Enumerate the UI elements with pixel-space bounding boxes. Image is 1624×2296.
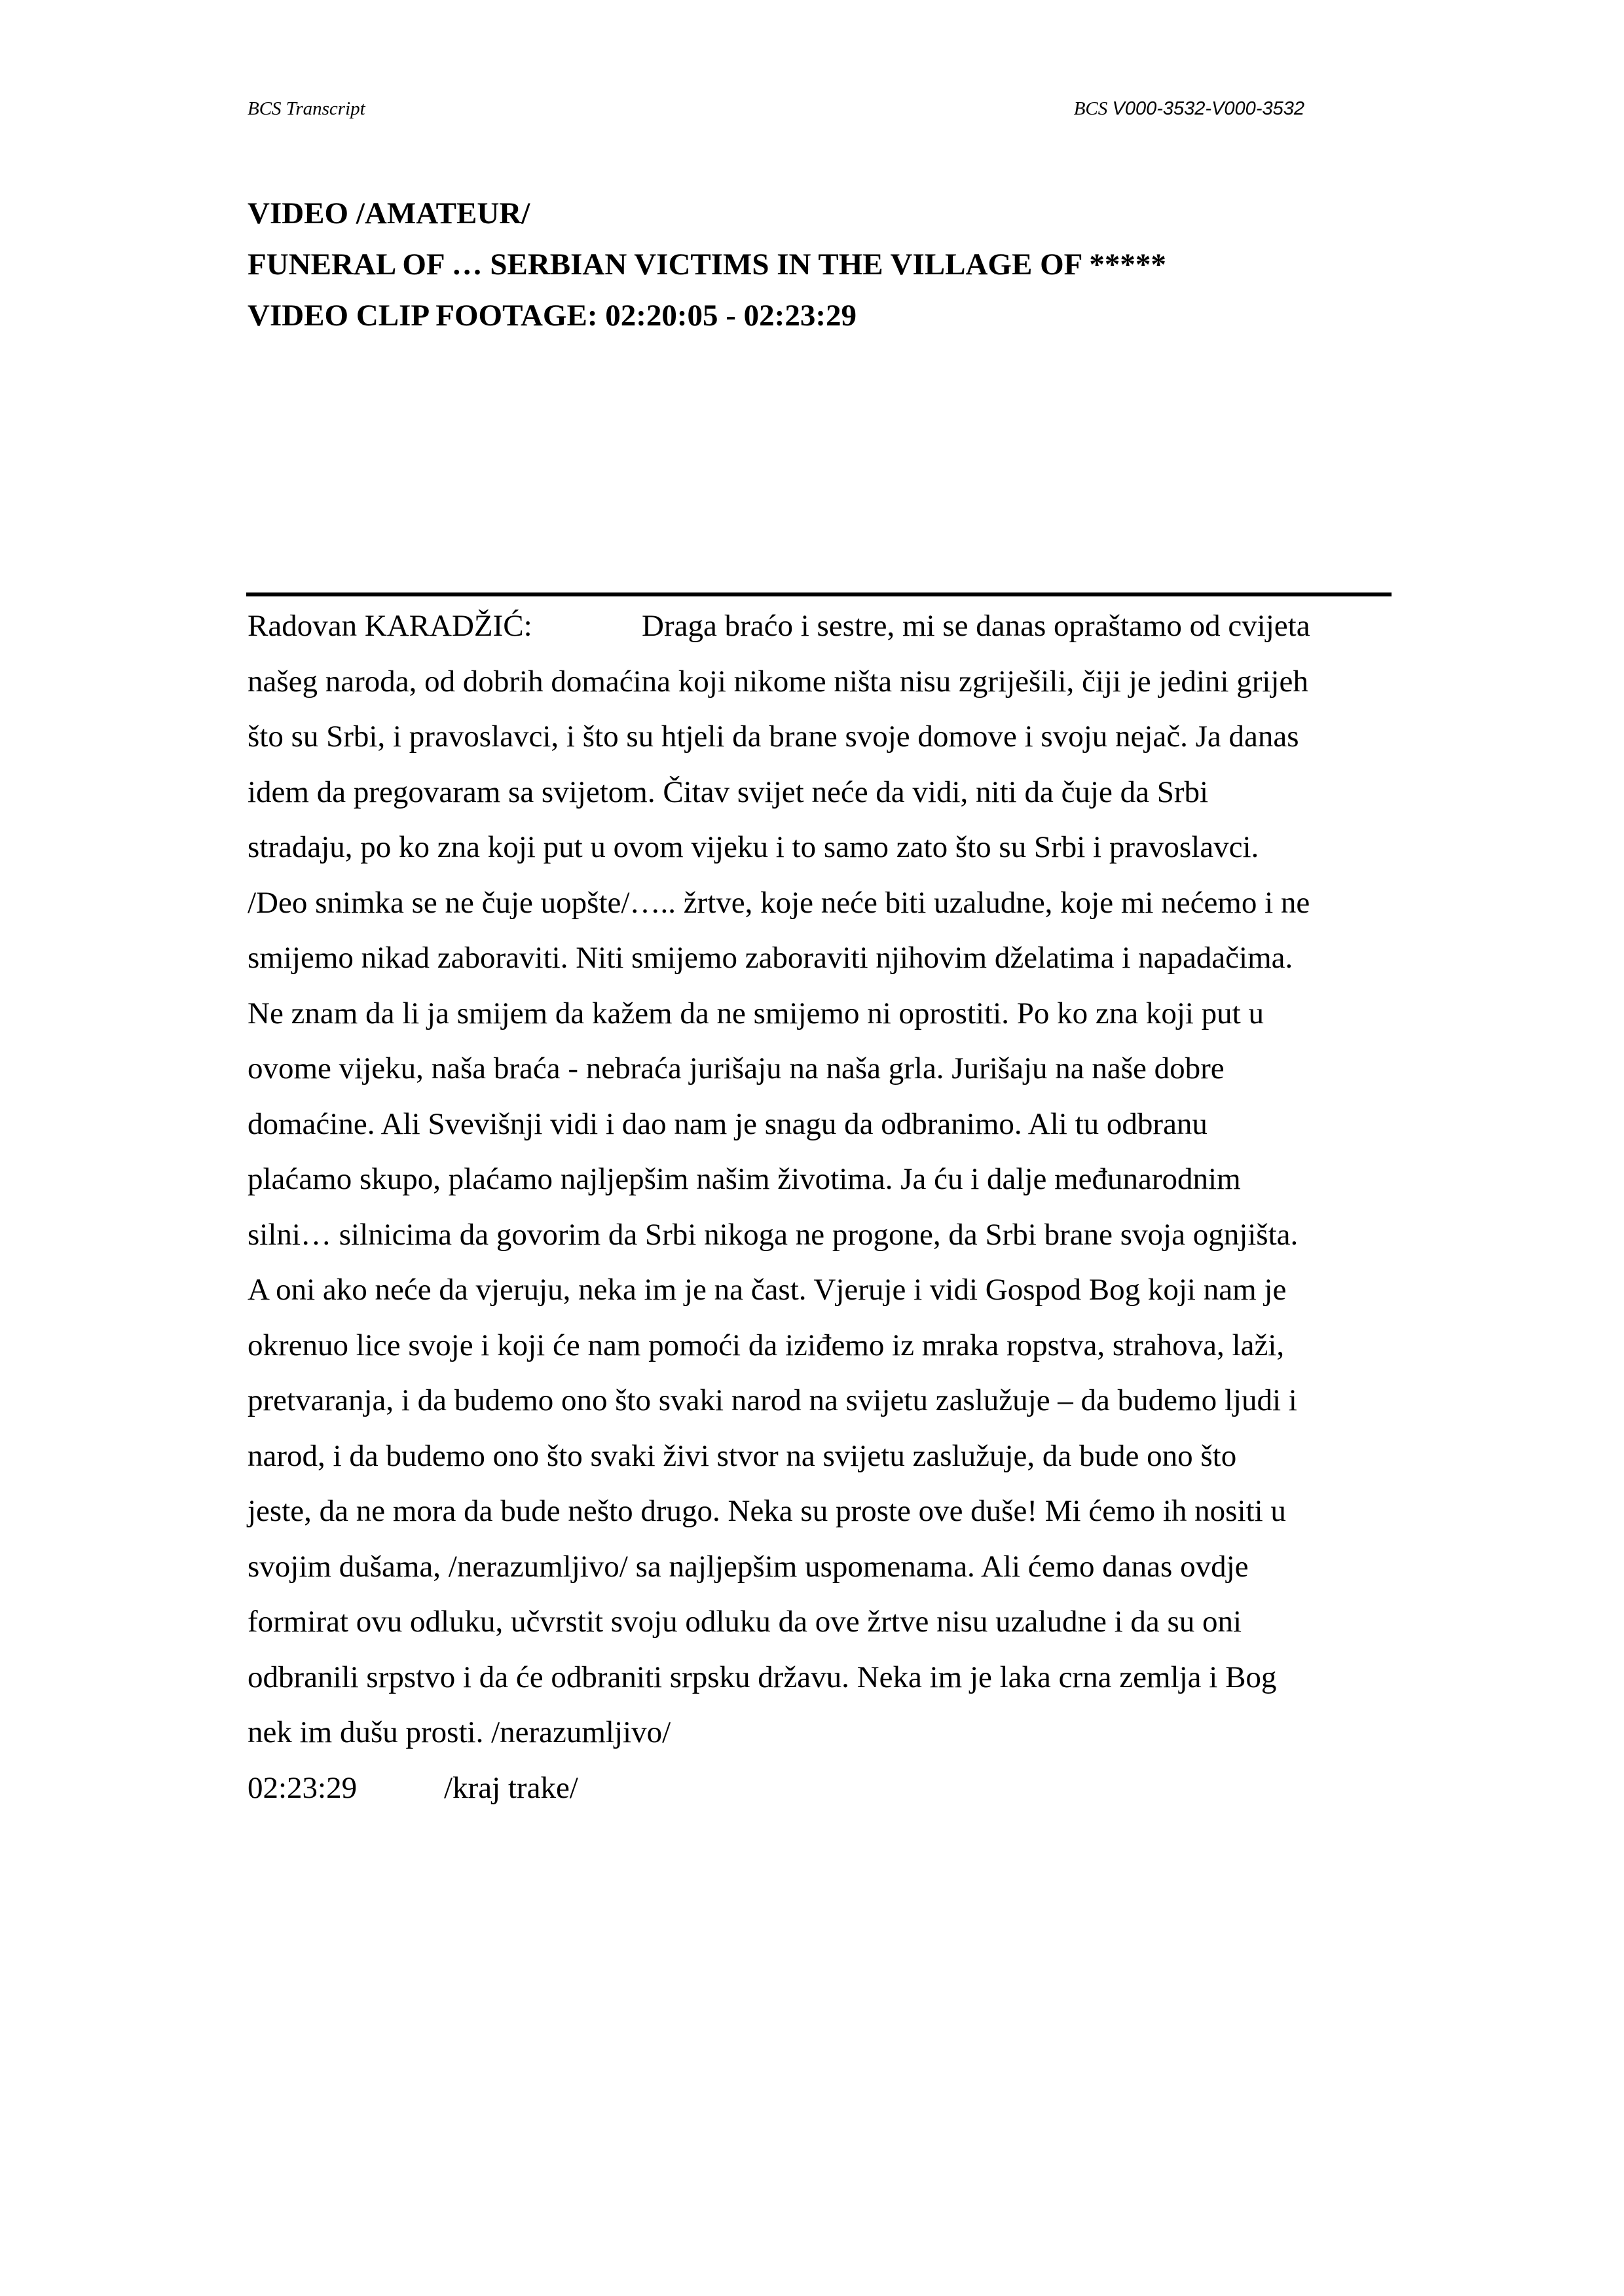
transcript-line: nek im dušu prosti. /nerazumljivo/: [248, 1715, 671, 1749]
transcript-line: /Deo snimka se ne čuje uopšte/….. žrtve, koje neće biti uzaludne, koje mi nećemo i ne: [248, 885, 1310, 920]
transcript-line: silni… silnicima da govorim da Srbi nikoga ne progone, da Srbi brane svoja ognjišta.: [248, 1217, 1299, 1252]
transcript-line: formirat ovu odluku, učvrstit svoju odluku da ove žrtve nisu uzaludne i da su oni: [248, 1605, 1242, 1639]
transcript-first-line: [248, 598, 1392, 654]
transcript-line: narod, i da budemo ono što svaki živi stvor na svijetu zaslužuje, da bude ono što: [248, 1438, 1237, 1473]
title-footage-range: VIDEO CLIP FOOTAGE: 02:20:05 - 02:23:29: [248, 299, 857, 333]
header-doc-id: [1074, 98, 1304, 120]
transcript-line: ovome vijeku, naša braća - nebraća jurišaju na naša grla. Jurišaju na naše dobre: [248, 1051, 1225, 1085]
transcript-line: odbranili srpstvo i da će odbraniti srpsku državu. Neka im je laka crna zemlja i Bog: [248, 1660, 1277, 1694]
transcript-line: A oni ako neće da vjeruju, neka im je na čast. Vjeruje i vidi Gospod Bog koji nam je: [248, 1273, 1287, 1307]
transcript-line: svojim dušama, /nerazumljivo/ sa najljepšim uspomenama. Ali ćemo danas ovdje: [248, 1549, 1249, 1584]
transcript-line: smijemo nikad zaboraviti. Niti smijemo zaboraviti njihovim dželatima i napadačima.: [248, 941, 1293, 975]
title-event: FUNERAL OF … SERBIAN VICTIMS IN THE VILLAGE OF *****: [248, 247, 1166, 282]
transcript-line: stradaju, po ko zna koji put u ovom vijeku i to samo zato što su Srbi i pravoslavci.: [248, 830, 1259, 864]
transcript-line: idem da pregovaram sa svijetom. Čitav svijet neće da vidi, niti da čuje da Srbi: [248, 774, 1209, 809]
transcript-line: plaćamo skupo, plaćamo najljepšim našim životima. Ja ću i dalje međunarodnim: [248, 1162, 1241, 1196]
end-of-tape-note: /kraj trake/: [444, 1770, 578, 1805]
end-timecode: 02:23:29: [248, 1770, 358, 1805]
title-block: [248, 195, 1400, 348]
transcript-line: Ne znam da li ja smijem da kažem da ne smijemo ni oprostiti. Po ko zna koji put u: [248, 996, 1264, 1030]
title-video-type: VIDEO /AMATEUR/: [248, 196, 530, 230]
transcript-end-line: [248, 1760, 1392, 1816]
transcript-line: što su Srbi, i pravoslavci, i što su htjeli da brane svoje domove i svoju nejač. Ja danas: [248, 720, 1299, 754]
transcript-line: našeg naroda, od dobrih domaćina koji nikome ništa nisu zgriješili, čiji je jedini grijeh: [248, 664, 1308, 699]
speaker-name: Radovan KARADŽIĆ:: [248, 609, 532, 643]
horizontal-rule: [246, 592, 1392, 596]
transcript-body: [248, 598, 1392, 1815]
speech-first-line: Draga braćo i sestre, mi se danas opraštamo od cvijeta: [642, 609, 1310, 643]
transcript-line: okrenuo lice svoje i koji će nam pomoći da iziđemo iz mraka ropstva, strahova, laži,: [248, 1328, 1285, 1362]
header-reference-number: V000-3532-V000-3532: [1112, 98, 1304, 119]
transcript-line: domaćine. Ali Svevišnji vidi i dao nam je snagu da odbranimo. Ali tu odbranu: [248, 1106, 1208, 1141]
header-doc-type: BCS Transcript: [248, 98, 365, 119]
transcript-line: pretvaranja, i da budemo ono što svaki narod na svijetu zaslužuje – da budemo ljudi i: [248, 1383, 1297, 1417]
transcript-line: jeste, da ne mora da bude nešto drugo. Neka su proste ove duše! Mi ćemo ih nositi u: [248, 1494, 1286, 1528]
header-language: BCS: [1073, 98, 1108, 119]
